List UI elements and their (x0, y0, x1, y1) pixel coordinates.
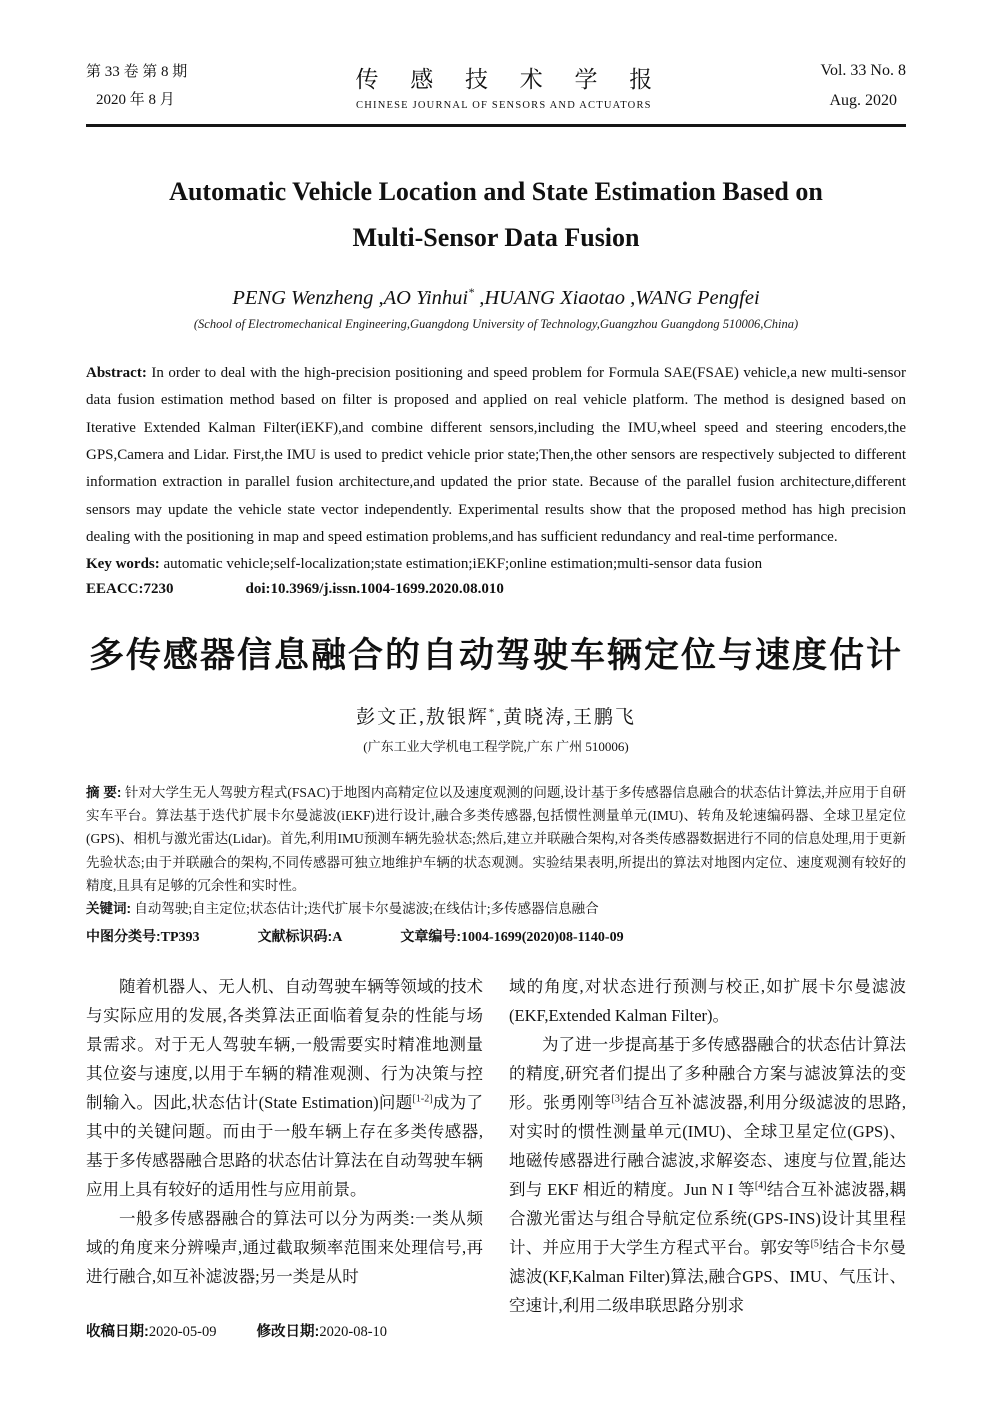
header-volume-issue: 第 33 卷 第 8 期 (86, 63, 188, 80)
received-label: 收稿日期: (86, 1323, 149, 1340)
english-abstract (86, 360, 906, 551)
header-divider (86, 124, 906, 127)
doi-label: doi: (245, 580, 271, 597)
doc-code-value: A (332, 929, 343, 945)
left-column (86, 972, 483, 1320)
cn-abstract-label: 摘 要: (86, 784, 122, 800)
journal-title-cn: 传 感 技 术 学 报 (355, 67, 666, 93)
revised-label: 修改日期: (256, 1323, 320, 1340)
abstract-label: Abstract: (86, 365, 147, 382)
received-date (86, 1320, 217, 1341)
keywords-text: automatic vehicle;self-localization;state estimation;iEKF;online estimation;multi-sensor data fusion (163, 556, 763, 573)
cn-keywords-text: 自动驾驶;自主定位;状态估计;迭代扩展卡尔曼滤波;在线估计;多传感器信息融合 (134, 901, 599, 917)
paragraph-intro: 随着机器人、无人机、自动驾驶车辆等领域的技术与实际应用的发展,各类算法正面临着复杂的性能与场景需求。对于无人驾驶车辆,一般需要实时精准地测量其位姿与速度,以用于车辆的精准观测、行为决策与控制输入。因此,状态估计(State Estimation)问题[1-2]成为了其中的关键问题。而由于一般车辆上存在多类传感器,基于多传感器融合思路的状态估计算法在自动驾驶车辆应用上具有较好的适用性与应用前景。 (86, 976, 483, 1199)
chinese-authors: 彭文正,敖银辉*,黄晓涛,王鹏飞 (356, 706, 636, 728)
keywords-label: Key words: (86, 556, 160, 573)
english-title-line-2: Multi-Sensor Data Fusion (352, 223, 640, 253)
doc-code-group (258, 926, 343, 946)
doi-value: 10.3969/j.issn.1004-1699.2020.08.010 (270, 580, 504, 597)
abstract-text: In order to deal with the high-precision positioning and speed problem for Formula SAE(FSAE) vehicle,a new multi-sensor data fusion estimation method based on filter is proposed and applied on real vehicle platform. The method is designed based on Iterative Extended Kalman Filter(iEKF),and combine different sensors,including the IMU,wheel speed and steering encoders,the GPS,Camera and Lidar. First,the IMU is used to predict vehicle prior state;Then,the other sensors are respectively subjected to different information extraction in parallel fusion architecture,and updated the prior state. Because of the parallel fusion architecture,different sensors may update the vehicle state vector independently. Experimental results show that the proposed method has high precision dealing with the positioning in map and speed estimation problems,and has sufficient redundancy and real-time performance. (86, 365, 907, 545)
paragraph-fusion-types-cont: 域的角度,对状态进行预测与校正,如扩展卡尔曼滤波(EKF,Extended Kalman Filter)。 (509, 976, 906, 1025)
paragraph-fusion-types: 一般多传感器融合的算法可以分为两类:一类从频域的角度来分辨噪声,通过截取频率范围来处理信号,再进行融合,如互补滤波器;另一类是从时 (86, 1208, 483, 1286)
cn-keywords-label: 关键词: (86, 901, 131, 917)
header-center (343, 61, 666, 111)
chinese-affiliation: (广东工业大学机电工程学院,广东 广州 510006) (363, 738, 629, 754)
right-column (509, 972, 906, 1320)
chinese-abstract (86, 781, 906, 898)
header-vol-en: Vol. 33 No. 8 (820, 62, 906, 79)
journal-title-en: CHINESE JOURNAL OF SENSORS AND ACTUATORS (356, 100, 652, 112)
chinese-title: 多传感器信息融合的自动驾驶车辆定位与速度估计 (88, 635, 903, 675)
header-date-en: Aug. 2020 (829, 92, 898, 110)
article-id-value: 1004-1699(2020)08-1140-09 (461, 929, 624, 945)
revised-value: 2020-08-10 (319, 1323, 388, 1340)
received-value: 2020-05-09 (148, 1323, 217, 1340)
revised-date (257, 1320, 388, 1341)
journal-header (86, 56, 906, 117)
english-title-line-1: Automatic Vehicle Location and State Estimation Based on (169, 176, 823, 206)
english-keywords-line (86, 551, 906, 578)
eeacc-label: EEACC: (86, 580, 144, 597)
header-right (820, 56, 906, 117)
article-id-label: 文章编号: (400, 927, 462, 944)
footer (86, 1320, 906, 1403)
eeacc-group (86, 581, 174, 598)
english-affiliation: (School of Electromechanical Engineering,Guangdong University of Technology,Guangzhou Guangdong 510006,China) (193, 317, 799, 332)
cn-abstract-text: 针对大学生无人驾驶方程式(FSAC)于地图内高精定位以及速度观测的问题,设计基于多传感器信息融合的状态估计算法,并应用于自研实车平台。算法基于迭代扩展卡尔曼滤波(iEKF)进行设计,融合多类传感器,包括惯性测量单元(IMU)、转角及轮速编码器、全球卫星定位(GPS)、相机与激光雷达(Lidar)。首先,利用IMU预测车辆先验状态;然后,建立并联融合架构,对各类传感器数据进行不同的信息处理,用于更新先验状态;由于并联融合的架构,不同传感器可独立地维护车辆的状态观测。实验结果表明,所提出的算法对地图内定位、速度观测有较好的精度,且具有足够的冗余性和实时性。 (86, 784, 907, 893)
header-date-cn: 2020 年 8 月 (96, 92, 175, 109)
clc-label: 中图分类号: (86, 927, 161, 944)
header-left (86, 58, 187, 115)
eeacc-doi-line (86, 581, 906, 598)
clc-group (86, 926, 200, 946)
body-columns (86, 972, 906, 1320)
chinese-keywords-line (86, 897, 906, 920)
classification-line (86, 926, 906, 946)
article-id-group (400, 926, 623, 946)
clc-value: TP393 (160, 929, 200, 945)
english-title (86, 169, 906, 262)
paragraph-related-work: 为了进一步提高基于多传感器融合的状态估计算法的精度,研究者们提出了多种融合方案与滤波算法的变形。张勇刚等[3]结合互补滤波器,利用分级滤波的思路,对实时的惯性测量单元(IMU)、全球卫星定位(GPS)、地磁传感器进行融合滤波,求解姿态、速度与位置,能达到与 EKF 相近的精度。Jun N I 等[4]结合互补滤波器,耦合激光雷达与组合导航定位系统(GPS-INS)设计其里程计、并应用于大学生方程式平台。郭安等[5]结合卡尔曼滤波(KF,Kalman Filter)算法,融合GPS、IMU、气压计、空速计,利用二级串联思路分别求 (509, 1034, 907, 1315)
doc-code-label: 文献标识码: (257, 927, 333, 944)
eeacc-value: 7230 (143, 580, 174, 597)
doi-group (246, 581, 504, 598)
english-authors: PENG Wenzheng ,AO Yinhui* ,HUANG Xiaotao ,WANG Pengfei (232, 285, 760, 310)
